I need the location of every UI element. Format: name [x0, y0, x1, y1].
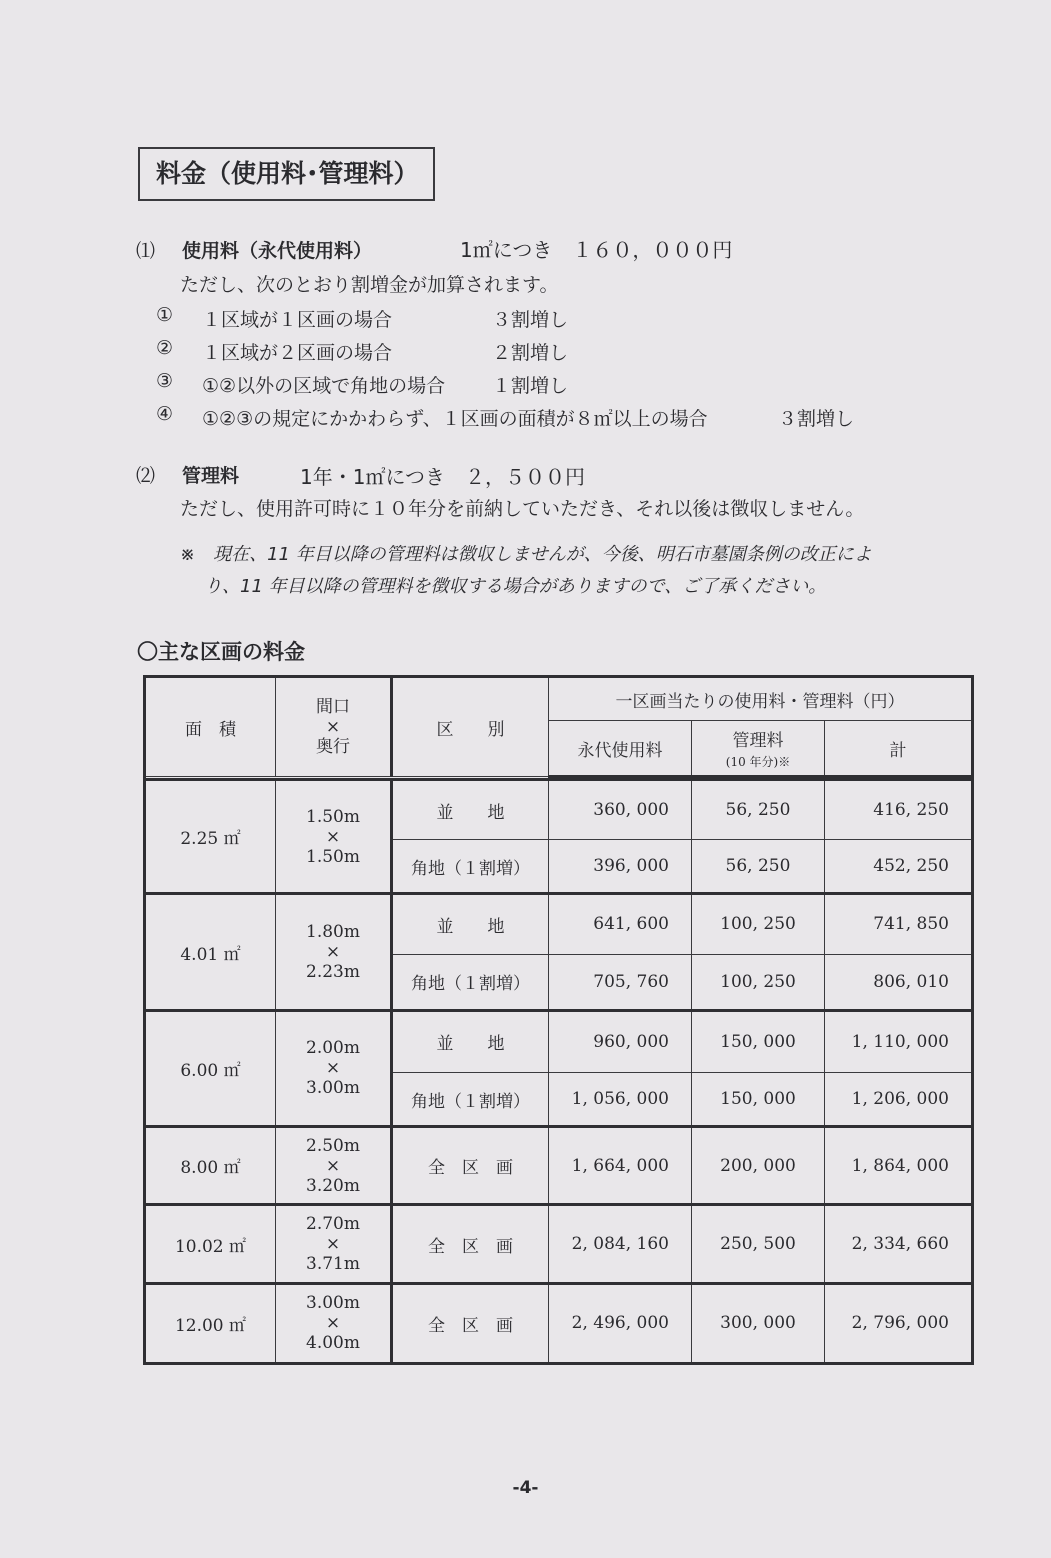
category-cell: 角地（１割増） — [392, 840, 549, 894]
total-cell: 2, 334, 660 — [825, 1205, 973, 1283]
item-3-mark: ③ — [156, 370, 174, 392]
width-value: 3.00m — [306, 1293, 360, 1314]
area-cell: 12.00 ㎡ — [145, 1283, 276, 1363]
total-cell: 1, 110, 000 — [825, 1010, 973, 1072]
dimensions-cell — [276, 1010, 392, 1126]
header-dimensions — [276, 677, 392, 777]
section1-rate: 1㎡につき １６０，０００円 — [460, 238, 733, 262]
management-fee-cell: 300, 000 — [692, 1283, 825, 1363]
area-cell: 2.25 ㎡ — [145, 780, 276, 894]
item-2-text: １区域が２区画の場合 — [202, 342, 393, 364]
depth-value: 2.23m — [306, 962, 360, 983]
header-category: 区 別 — [392, 677, 549, 777]
item-2-surcharge: ２割増し — [492, 342, 569, 364]
width-value: 2.50m — [306, 1135, 360, 1156]
depth-value: 3.00m — [306, 1078, 360, 1099]
category-cell: 全 区 画 — [392, 1127, 549, 1205]
dims-x: × — [325, 942, 341, 963]
dimensions-cell — [276, 1127, 392, 1205]
category-cell: 並 地 — [392, 894, 549, 954]
dimensions-cell — [276, 1205, 392, 1283]
section2-note: ただし、使用許可時に１０年分を前納していただき、それ以後は徴収しません。 — [180, 498, 865, 520]
depth-value: 4.00m — [306, 1333, 360, 1354]
management-fee-cell: 150, 000 — [692, 1072, 825, 1126]
page-title: 料金（使用料･管理料） — [138, 147, 435, 201]
item-2-mark: ② — [156, 337, 174, 359]
depth-value: 1.50m — [306, 846, 360, 867]
permanent-fee-cell: 360, 000 — [549, 780, 692, 840]
header-management-note: (10 年分)※ — [725, 755, 791, 769]
header-permanent-fee: 永代使用料 — [549, 721, 692, 777]
dims-x: × — [325, 1313, 341, 1334]
area-cell: 8.00 ㎡ — [145, 1127, 276, 1205]
area-cell: 10.02 ㎡ — [145, 1205, 276, 1283]
dimensions-cell — [276, 894, 392, 1010]
width-value: 2.00m — [306, 1038, 360, 1059]
category-cell: 並 地 — [392, 780, 549, 840]
depth-value: 3.20m — [306, 1175, 360, 1196]
header-area: 面 積 — [145, 677, 276, 777]
dimensions-cell — [276, 780, 392, 894]
header-management-fee — [692, 721, 825, 777]
category-cell: 並 地 — [392, 1010, 549, 1072]
item-4-mark: ④ — [156, 403, 174, 425]
item-3-surcharge: １割増し — [492, 375, 569, 397]
section1-heading: 使用料（永代使用料） — [182, 240, 373, 262]
item-1-text: １区域が１区画の場合 — [202, 309, 393, 331]
fee-table — [143, 675, 974, 1365]
header-management-label: 管理料 — [732, 731, 784, 751]
management-fee-cell: 56, 250 — [692, 780, 825, 840]
total-cell: 806, 010 — [825, 954, 973, 1010]
total-cell: 1, 864, 000 — [825, 1127, 973, 1205]
section1-number: ⑴ — [136, 240, 156, 262]
dims-x: × — [325, 1234, 341, 1255]
section2-rate: 1年・1㎡につき ２，５００円 — [300, 465, 586, 489]
permanent-fee-cell: 641, 600 — [549, 894, 692, 954]
permanent-fee-cell: 705, 760 — [549, 954, 692, 1010]
width-value: 1.80m — [306, 922, 360, 943]
width-value: 2.70m — [306, 1214, 360, 1235]
dims-x: × — [325, 826, 341, 847]
table-caption: 〇主な区画の料金 — [137, 640, 305, 664]
area-cell: 4.01 ㎡ — [145, 894, 276, 1010]
management-fee-cell: 100, 250 — [692, 894, 825, 954]
permanent-fee-cell: 396, 000 — [549, 840, 692, 894]
management-fee-cell: 150, 000 — [692, 1010, 825, 1072]
category-cell: 全 区 画 — [392, 1205, 549, 1283]
management-fee-cell: 250, 500 — [692, 1205, 825, 1283]
management-fee-cell: 200, 000 — [692, 1127, 825, 1205]
section2-remark-line2: り、11 年目以降の管理料を徴収する場合がありますので、ご了承ください。 — [204, 576, 827, 597]
section1-note: ただし、次のとおり割増金が加算されます。 — [180, 274, 559, 296]
item-4-text: ①②③の規定にかかわらず、１区画の面積が８㎡以上の場合 — [202, 408, 708, 430]
section2-number: ⑵ — [136, 465, 156, 487]
permanent-fee-cell: 1, 056, 000 — [549, 1072, 692, 1126]
category-cell: 角地（１割増） — [392, 1072, 549, 1126]
management-fee-cell: 56, 250 — [692, 840, 825, 894]
permanent-fee-cell: 2, 496, 000 — [549, 1283, 692, 1363]
section2-remark-line1: ※ 現在、11 年目以降の管理料は徴収しませんが、今後、明石市墓園条例の改正によ — [180, 544, 872, 565]
dimensions-cell — [276, 1283, 392, 1363]
section2-heading: 管理料 — [182, 465, 240, 487]
header-fees-group: 一区画当たりの使用料・管理料（円） — [549, 677, 973, 721]
permanent-fee-cell: 960, 000 — [549, 1010, 692, 1072]
header-dims-x: × — [325, 717, 341, 737]
dims-x: × — [325, 1155, 341, 1176]
depth-value: 3.71m — [306, 1254, 360, 1275]
total-cell: 452, 250 — [825, 840, 973, 894]
management-fee-cell: 100, 250 — [692, 954, 825, 1010]
header-total: 計 — [825, 721, 973, 777]
category-cell: 全 区 画 — [392, 1283, 549, 1363]
item-3-text: ①②以外の区域で角地の場合 — [202, 375, 446, 397]
item-4-surcharge: ３割増し — [778, 408, 855, 430]
item-1-mark: ① — [156, 304, 174, 326]
total-cell: 416, 250 — [825, 780, 973, 840]
header-dims-bottom: 奥行 — [316, 737, 350, 757]
area-cell: 6.00 ㎡ — [145, 1010, 276, 1126]
permanent-fee-cell: 1, 664, 000 — [549, 1127, 692, 1205]
total-cell: 741, 850 — [825, 894, 973, 954]
width-value: 1.50m — [306, 806, 360, 827]
page-number: -4- — [512, 1478, 539, 1498]
total-cell: 1, 206, 000 — [825, 1072, 973, 1126]
header-dims-top: 間口 — [316, 697, 350, 717]
dims-x: × — [325, 1058, 341, 1079]
category-cell: 角地（１割増） — [392, 954, 549, 1010]
item-1-surcharge: ３割増し — [492, 309, 569, 331]
permanent-fee-cell: 2, 084, 160 — [549, 1205, 692, 1283]
total-cell: 2, 796, 000 — [825, 1283, 973, 1363]
